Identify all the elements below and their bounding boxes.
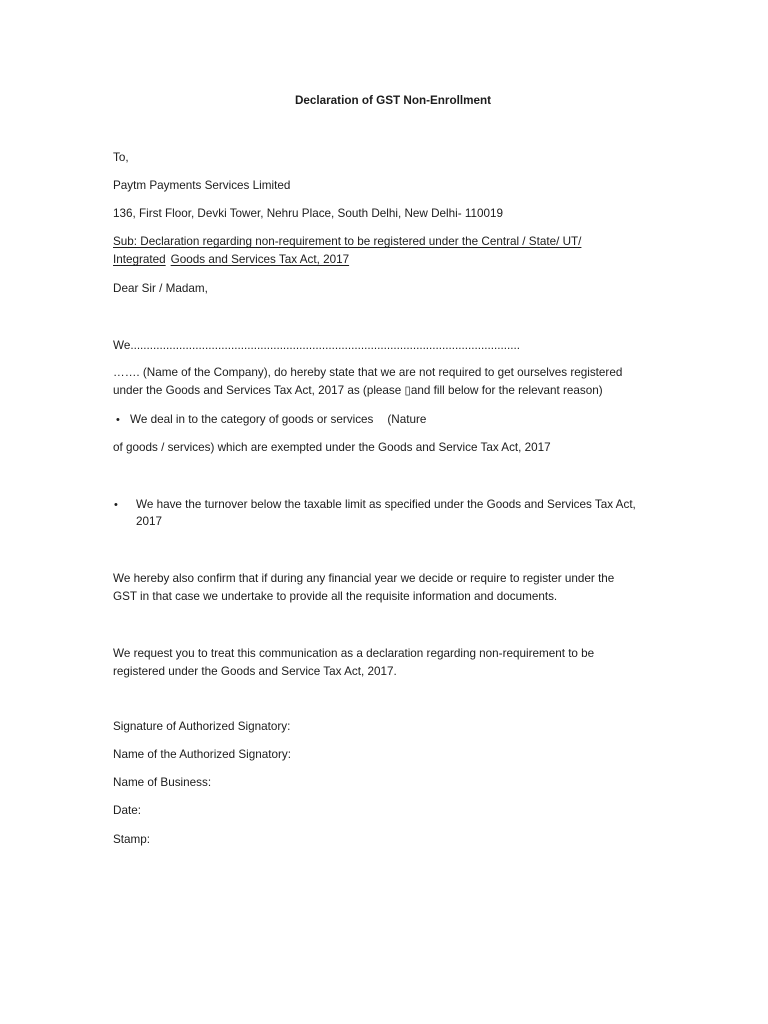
request-line-2: registered under the Goods and Service Tax Act, 2017. bbox=[113, 665, 397, 678]
request-line-1: We request you to treat this communication as a declaration regarding non-requirement to be bbox=[113, 647, 595, 660]
reason-1-tail: (Nature bbox=[387, 413, 427, 426]
stamp-label: Stamp: bbox=[113, 833, 151, 846]
greeting: Dear Sir / Madam, bbox=[113, 282, 208, 295]
recipient-address: 136, First Floor, Devki Tower, Nehru Place, South Delhi, New Delhi- 110019 bbox=[113, 207, 503, 220]
subject-act-name: Goods and Services Tax Act, 2017 bbox=[170, 253, 350, 266]
confirmation-line-2: GST in that case we undertake to provide all the requisite information and documents. bbox=[113, 590, 558, 603]
subject-integrated: Integrated bbox=[113, 253, 166, 266]
business-name-label: Name of Business: bbox=[113, 776, 212, 789]
date-label: Date: bbox=[113, 804, 141, 817]
declaration-line-1: ……. (Name of the Company), do hereby state that we are not required to get ourselves registered bbox=[113, 366, 623, 379]
subject-line-2 bbox=[113, 253, 349, 267]
declaration-line-2: under the Goods and Services Tax Act, 2017 as (please ▯and fill below for the relevant reason) bbox=[113, 384, 603, 397]
document-title: Declaration of GST Non-Enrollment bbox=[294, 94, 492, 107]
bullet-icon: • bbox=[114, 499, 118, 511]
reason-1-line-1 bbox=[130, 413, 426, 427]
reason-1-text: We deal in to the category of goods or services bbox=[130, 413, 374, 426]
confirmation-line-1: We hereby also confirm that if during any financial year we decide or require to register under the bbox=[113, 572, 615, 585]
signature-label: Signature of Authorized Signatory: bbox=[113, 720, 291, 733]
recipient-name: Paytm Payments Services Limited bbox=[113, 179, 291, 192]
addressee-to: To, bbox=[113, 151, 129, 164]
bullet-icon: • bbox=[116, 414, 120, 426]
subject-line-1: Sub: Declaration regarding non-requirement to be registered under the Central / State/ UT/ bbox=[113, 235, 582, 248]
signatory-name-label: Name of the Authorized Signatory: bbox=[113, 748, 292, 761]
reason-2-line-1: We have the turnover below the taxable limit as specified under the Goods and Services Tax Act, bbox=[136, 498, 636, 511]
company-blank-line: We........................................................................................................................ bbox=[113, 339, 520, 352]
reason-2-line-2: 2017 bbox=[136, 515, 163, 528]
reason-1-line-2: of goods / services) which are exempted under the Goods and Service Tax Act, 2017 bbox=[113, 441, 551, 454]
